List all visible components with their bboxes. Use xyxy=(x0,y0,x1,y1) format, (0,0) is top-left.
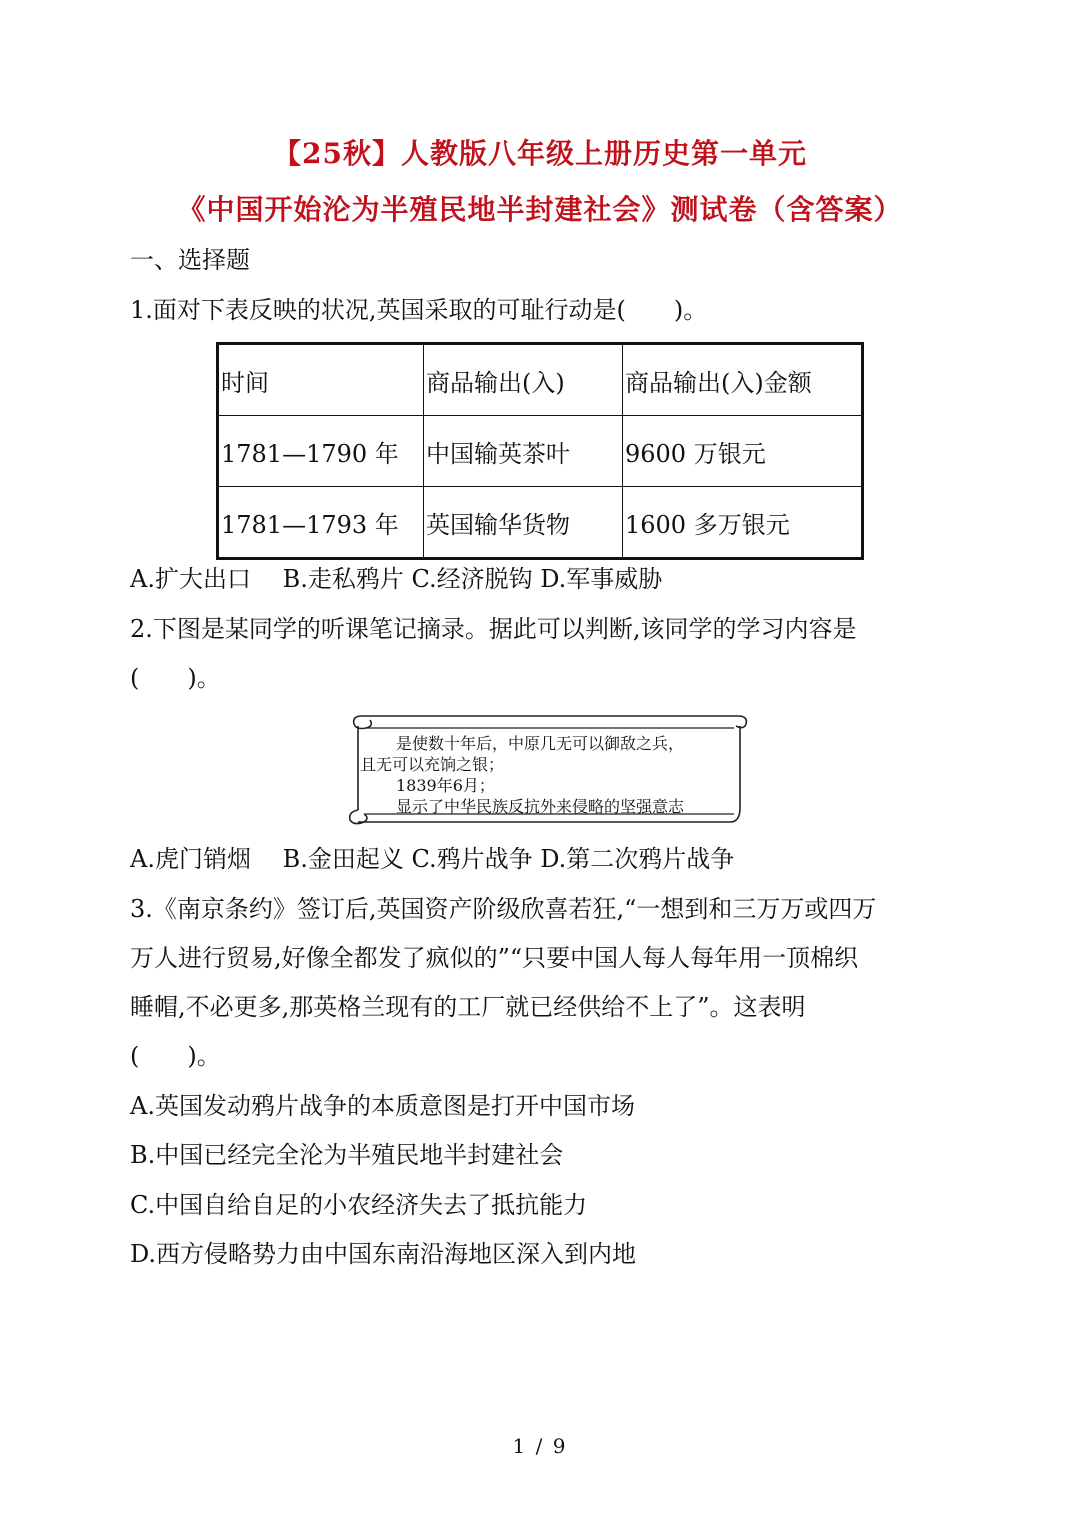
document-title-line-1: 【25秋】人教版八年级上册历史第一单元 xyxy=(273,137,807,170)
table-header-cell: 商品输出(入)金额 xyxy=(623,344,863,416)
table-cell: 1600 多万银元 xyxy=(623,487,863,559)
page-number: 1 / 9 xyxy=(512,1434,568,1458)
table-cell: 1781—1793 年 xyxy=(218,487,424,559)
question-1-table xyxy=(216,342,864,560)
question-2-stem-line-1: 2.下图是某同学的听课笔记摘录。据此可以判断,该同学的学习内容是 xyxy=(130,615,857,643)
question-3-option-a: A.英国发动鸦片战争的本质意图是打开中国市场 xyxy=(130,1092,635,1120)
question-3-stem-line-1: 3.《南京条约》签订后,英国资产阶级欣喜若狂,“一想到和三万万或四万 xyxy=(130,895,877,923)
question-1-stem: 1.面对下表反映的状况,英国采取的可耻行动是( )。 xyxy=(130,296,708,324)
question-3-stem-line-2: 万人进行贸易,好像全都发了疯似的”“只要中国人每人每年用一顶棉织 xyxy=(130,944,859,972)
question-2-options: A.虎门销烟 B.金田起义 C.鸦片战争 D.第二次鸦片战争 xyxy=(130,845,735,873)
table-cell: 英国输华货物 xyxy=(424,487,623,559)
question-3-option-d: D.西方侵略势力由中国东南沿海地区深入到内地 xyxy=(130,1240,637,1268)
question-3-option-c: C.中国自给自足的小农经济失去了抵抗能力 xyxy=(130,1191,588,1219)
question-2-stem-line-2: ( )。 xyxy=(130,664,221,692)
table-cell: 1781—1790 年 xyxy=(218,416,424,487)
note-line-3: 1839年6月； xyxy=(396,776,495,795)
note-scroll-figure xyxy=(330,706,750,830)
note-line-2: 且无可以充饷之银； xyxy=(360,755,505,774)
table-cell: 9600 万银元 xyxy=(623,416,863,487)
section-heading: 一、选择题 xyxy=(130,246,250,274)
question-3-stem-line-3: 睡帽,不必更多,那英格兰现有的工厂就已经供给不上了”。这表明 xyxy=(130,993,806,1021)
table-header-row xyxy=(218,344,863,416)
note-line-1: 是使数十年后，中原几无可以御敌之兵， xyxy=(396,734,685,753)
question-1-options: A.扩大出口 B.走私鸦片 C.经济脱钩 D.军事威胁 xyxy=(130,565,663,593)
question-3-stem-line-4: ( )。 xyxy=(130,1042,221,1070)
table-cell: 中国输英茶叶 xyxy=(424,416,623,487)
table-row xyxy=(218,416,863,487)
question-3-option-b: B.中国已经完全沦为半殖民地半封建社会 xyxy=(130,1141,564,1169)
document-title-line-2: 《中国开始沦为半殖民地半封建社会》测试卷（含答案） xyxy=(177,193,903,226)
table-row xyxy=(218,487,863,559)
table-header-cell: 时间 xyxy=(218,344,424,416)
note-line-4: 显示了中华民族反抗外来侵略的坚强意志 xyxy=(396,797,685,816)
table-header-cell: 商品输出(入) xyxy=(424,344,623,416)
